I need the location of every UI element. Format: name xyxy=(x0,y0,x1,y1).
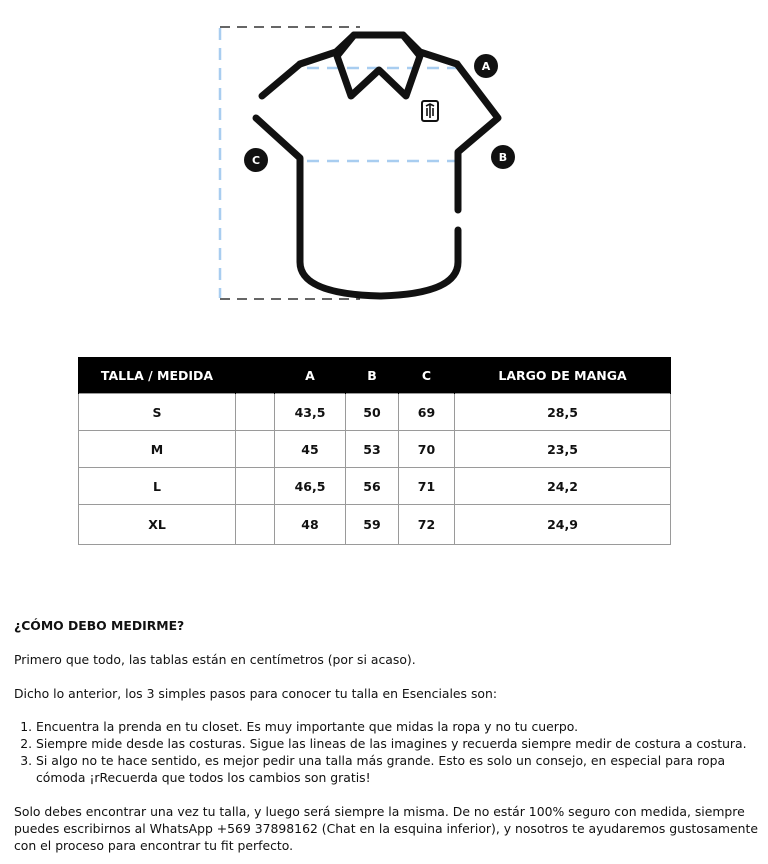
table-row xyxy=(79,505,671,545)
cell-a: 43,5 xyxy=(275,394,346,431)
list-item: 1. Encuentra la prenda en tu closet. Es muy importante que midas la ropa y no tu cuerpo. xyxy=(36,718,760,735)
table-row xyxy=(79,468,671,505)
cell-blank xyxy=(236,468,275,505)
shirt-outline xyxy=(256,35,498,296)
cell-a: 48 xyxy=(275,505,346,545)
marker-a xyxy=(474,54,498,78)
header-c: C xyxy=(399,357,455,394)
cell-sleeve-length: 24,2 xyxy=(455,468,671,505)
cell-a: 45 xyxy=(275,431,346,468)
header-size: TALLA / MEDIDA xyxy=(79,357,236,394)
size-chart-table xyxy=(78,357,671,545)
cell-c: 69 xyxy=(399,394,455,431)
cell-sleeve-length: 24,9 xyxy=(455,505,671,545)
cell-blank xyxy=(236,505,275,545)
shirt-measurement-diagram xyxy=(0,0,768,320)
cell-b: 53 xyxy=(346,431,399,468)
list-item: 2. Siempre mide desde las costuras. Sigue las lineas de las imagines y recuerda siempre medir de costura a costura. xyxy=(36,735,760,752)
cell-sleeve-length: 23,5 xyxy=(455,431,671,468)
marker-c-label: C xyxy=(251,154,261,167)
cell-sleeve-length: 28,5 xyxy=(455,394,671,431)
list-item: 3. Si algo no te hace sentido, es mejor pedir una talla más grande. Esto es solo un consejo, en especial para ropa cómoda ¡rRecuerda que todos los cambios son gratis! xyxy=(36,752,760,786)
cell-a: 46,5 xyxy=(275,468,346,505)
cell-blank xyxy=(236,394,275,431)
cell-b: 56 xyxy=(346,468,399,505)
cell-b: 59 xyxy=(346,505,399,545)
cell-size: L xyxy=(79,468,236,505)
marker-b xyxy=(491,145,515,169)
marker-b-label: B xyxy=(498,151,508,164)
cell-c: 72 xyxy=(399,505,455,545)
guide-heading: ¿CÓMO DEBO MEDIRME? xyxy=(14,618,185,633)
header-b: B xyxy=(346,357,399,394)
brand-logo-icon xyxy=(422,101,438,121)
cell-size: M xyxy=(79,431,236,468)
table-row xyxy=(79,394,671,431)
cell-blank xyxy=(236,431,275,468)
cell-size: XL xyxy=(79,505,236,545)
cell-c: 70 xyxy=(399,431,455,468)
header-a: A xyxy=(275,357,346,394)
measurement-steps-list xyxy=(14,718,760,786)
marker-a-label: A xyxy=(481,60,491,73)
header-sleeve-length: LARGO DE MANGA xyxy=(455,357,671,394)
guide-intro-units: Primero que todo, las tablas están en centímetros (por si acaso). xyxy=(14,652,416,667)
guide-intro-steps: Dicho lo anterior, los 3 simples pasos para conocer tu talla en Esenciales son: xyxy=(14,686,498,701)
table-row xyxy=(79,431,671,468)
cell-b: 50 xyxy=(346,394,399,431)
header-blank xyxy=(236,357,275,394)
table-header-row xyxy=(79,357,671,394)
marker-c xyxy=(244,148,268,172)
cell-c: 71 xyxy=(399,468,455,505)
guide-closing: Solo debes encontrar una vez tu talla, y luego será siempre la misma. De no estár 100% seguro con medida, siempre puedes escribirnos al WhatsApp +569 37898162 (Chat en la esquina inferior), y nosotros te ayudaremos gustosamente con el proceso para encontrar tu fit perfecto. xyxy=(14,804,758,853)
cell-size: S xyxy=(79,394,236,431)
